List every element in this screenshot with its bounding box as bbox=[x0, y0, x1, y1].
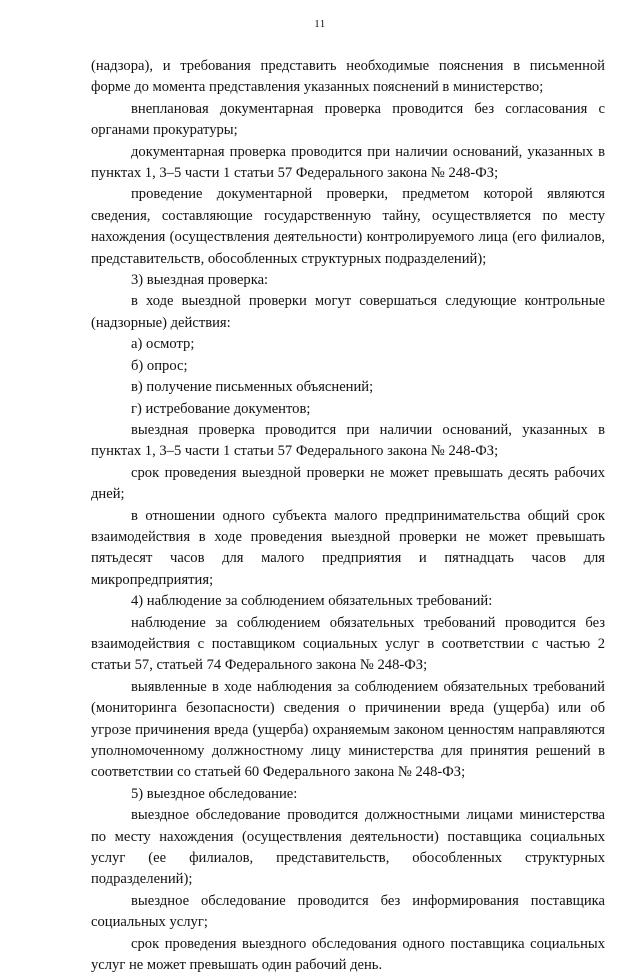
document-body bbox=[91, 56, 605, 976]
paragraph: внеплановая документарная проверка проводится без согласования с органами прокуратуры; bbox=[91, 100, 605, 139]
section-heading-5: 5) выездное обследование: bbox=[131, 785, 298, 802]
list-item-g: г) истребование документов; bbox=[131, 400, 311, 417]
paragraph: проведение документарной проверки, предметом которой являются сведения, составляющие государственную тайну, осуществляется по месту нахождения (осуществления деятельности) контролируемого лица (его филиалов, представительств, обособленных структурных подразделений); bbox=[91, 186, 605, 267]
page-number: 11 bbox=[314, 18, 326, 30]
paragraph: документарная проверка проводится при наличии оснований, указанных в пунктах 1, 3–5 части 1 статьи 57 Федерального закона № 248-ФЗ; bbox=[91, 143, 605, 182]
paragraph: выявленные в ходе наблюдения за соблюдением обязательных требований (мониторинга безопасности) сведения о причинении вреда (ущерба) или об угрозе причинения вреда (ущерба) охраняемым законом ценностям направляются уполномоченному должностному лицу министерства для принятия решений в соответствии со статьей 60 Федерального закона № 248-ФЗ; bbox=[91, 678, 605, 781]
paragraph: в ходе выездной проверки могут совершаться следующие контрольные (надзорные) действия: bbox=[91, 293, 605, 331]
paragraph: срок проведения выездной проверки не может превышать десять рабочих дней; bbox=[91, 464, 605, 503]
paragraph: наблюдение за соблюдением обязательных требований проводится без взаимодействия с поставщиком социальных услуг в соответствии с частью 2 статьи 57, статьей 74 Федерального закона № 248-ФЗ; bbox=[91, 614, 605, 674]
paragraph: в отношении одного субъекта малого предпринимательства общий срок взаимодействия в ходе проведения выездной проверки не может превышать пятьдесят часов для малого предприятия и пятнадцать часов для микропредприятия; bbox=[91, 507, 605, 588]
paragraph-continuation: (надзора), и требования представить необходимые пояснения в письменной форме до момента представления указанных пояснений в министерство; bbox=[91, 58, 605, 96]
list-item-v: в) получение письменных объяснений; bbox=[131, 379, 374, 396]
paragraph: выездная проверка проводится при наличии оснований, указанных в пунктах 1, 3–5 части 1 статьи 57 Федерального закона № 248-ФЗ; bbox=[91, 421, 605, 460]
paragraph: выездное обследование проводится без информирования поставщика социальных услуг; bbox=[91, 892, 605, 931]
list-item-a: а) осмотр; bbox=[131, 336, 195, 353]
section-heading-4: 4) наблюдение за соблюдением обязательных требований: bbox=[131, 593, 493, 610]
paragraph: срок проведения выездного обследования одного поставщика социальных услуг не может превышать один рабочий день. bbox=[91, 935, 605, 974]
paragraph: выездное обследование проводится должностными лицами министерства по месту нахождения (осуществления деятельности) поставщика социальных услуг (ее филиалов, представительств, обособленных структурных подразделений); bbox=[91, 807, 605, 888]
section-heading-3: 3) выездная проверка: bbox=[131, 272, 269, 289]
list-item-b: б) опрос; bbox=[131, 357, 188, 374]
